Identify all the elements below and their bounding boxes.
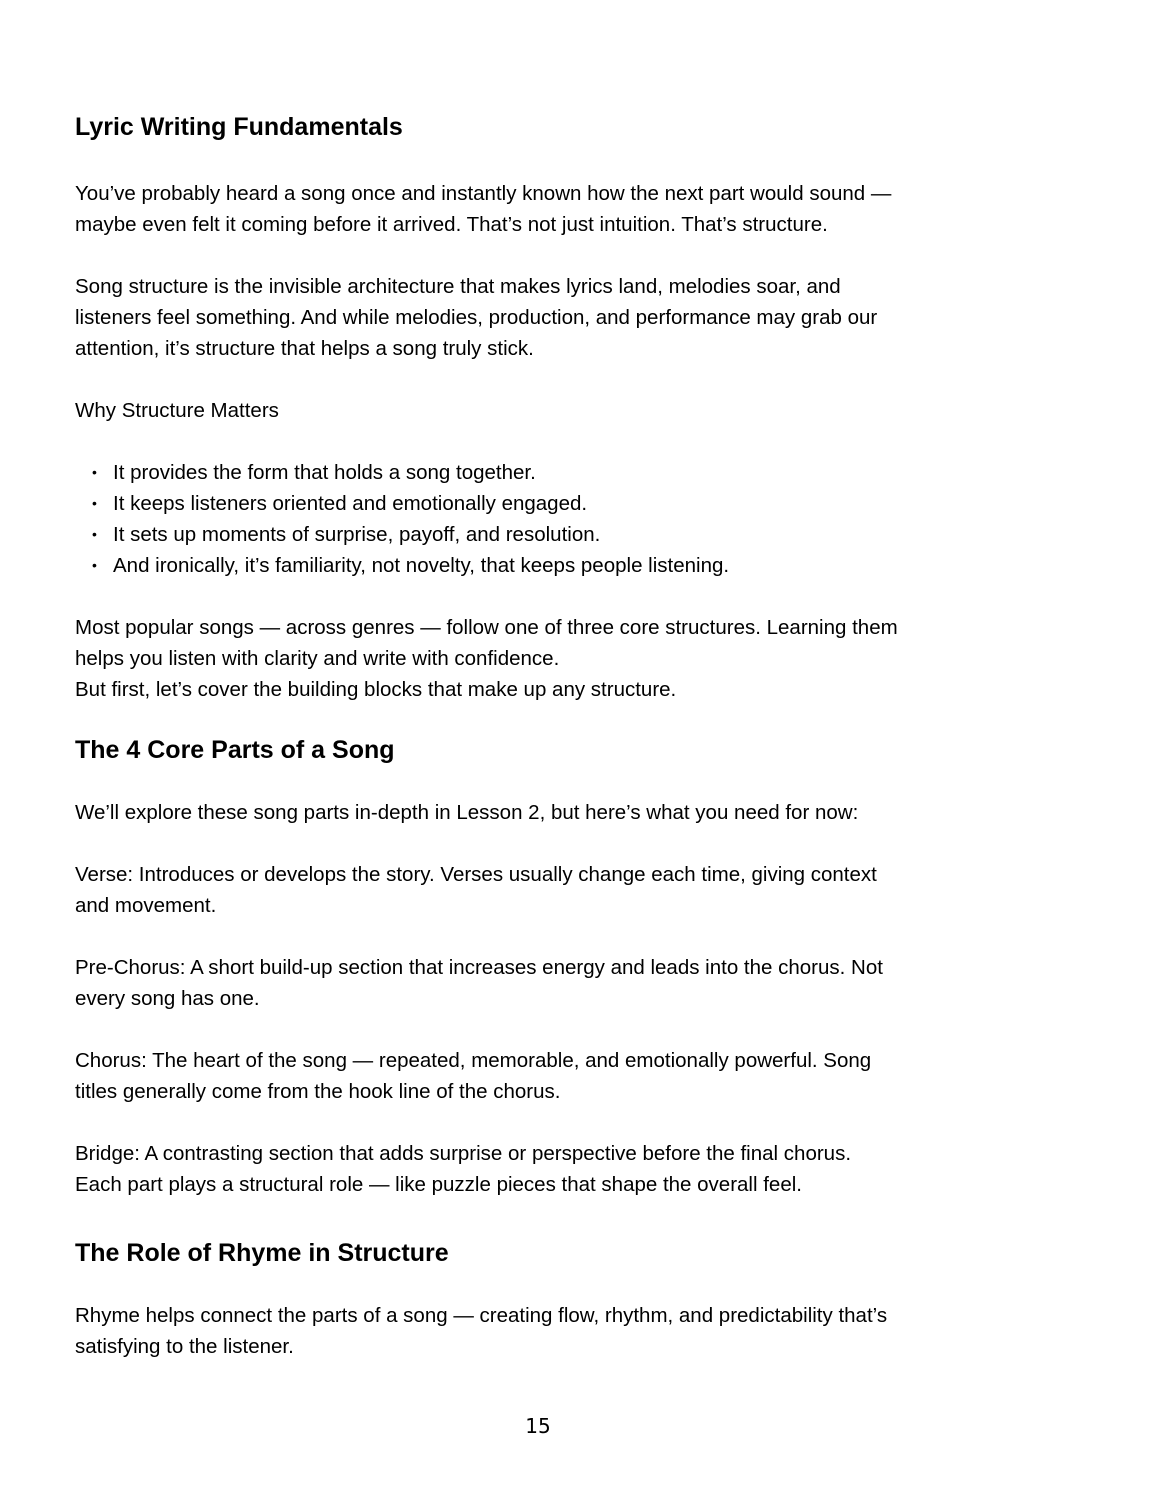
intro-p2-line-3: attention, it’s structure that helps a song truly stick. — [75, 337, 534, 360]
intro-paragraph-1 — [75, 178, 1075, 240]
rhyme-line-1: Rhyme helps connect the parts of a song — creating flow, rhythm, and predictability that’s — [75, 1304, 888, 1327]
bullet-text: It keeps listeners oriented and emotionally engaged. — [113, 492, 588, 515]
intro-paragraph-2 — [75, 271, 1075, 364]
bullet-icon: • — [92, 495, 97, 511]
intro-p2-line-1: Song structure is the invisible architecture that makes lyrics land, melodies soar, and — [75, 275, 841, 298]
outro-line-1: Most popular songs — across genres — follow one of three core structures. Learning them — [75, 616, 898, 639]
rhyme-paragraph — [75, 1300, 1075, 1362]
chorus-paragraph — [75, 1045, 1075, 1107]
bridge-line-1: Bridge: A contrasting section that adds surprise or perspective before the final chorus. — [75, 1142, 852, 1165]
bridge-paragraph — [75, 1138, 1075, 1200]
intro-p1-line-2: maybe even felt it coming before it arrived. That’s not just intuition. That’s structure. — [75, 213, 828, 236]
prechorus-paragraph — [75, 952, 1075, 1014]
chorus-line-1: Chorus: The heart of the song — repeated, memorable, and emotionally powerful. Song — [75, 1049, 872, 1072]
bullet-icon: • — [92, 557, 97, 573]
prechorus-line-1: Pre-Chorus: A short build-up section that increases energy and leads into the chorus. Not — [75, 956, 883, 979]
outro-paragraph — [75, 612, 1075, 705]
heading-lyric-writing-fundamentals: Lyric Writing Fundamentals — [75, 113, 403, 141]
bullet-text: And ironically, it’s familiarity, not novelty, that keeps people listening. — [113, 554, 730, 577]
page-number: 15 — [525, 1414, 551, 1438]
bridge-line-2: Each part plays a structural role — like puzzle pieces that shape the overall feel. — [75, 1173, 802, 1196]
bullet-text: It provides the form that holds a song together. — [113, 461, 536, 484]
list-item — [92, 550, 1075, 581]
intro-p1-line-1: You’ve probably heard a song once and instantly known how the next part would sound — — [75, 182, 892, 205]
outro-line-2: helps you listen with clarity and write with confidence. — [75, 647, 560, 670]
verse-line-1: Verse: Introduces or develops the story. Verses usually change each time, giving context — [75, 863, 877, 886]
bullet-icon: • — [92, 526, 97, 542]
prechorus-line-2: every song has one. — [75, 987, 260, 1010]
list-item — [92, 457, 1075, 488]
outro-line-3: But first, let’s cover the building blocks that make up any structure. — [75, 678, 677, 701]
bullet-icon: • — [92, 464, 97, 480]
intro-p2-line-2: listeners feel something. And while melodies, production, and performance may grab our — [75, 306, 878, 329]
verse-line-2: and movement. — [75, 894, 217, 917]
core-parts-intro: We’ll explore these song parts in-depth in Lesson 2, but here’s what you need for now: — [75, 801, 859, 824]
rhyme-line-2: satisfying to the listener. — [75, 1335, 294, 1358]
bullet-text: It sets up moments of surprise, payoff, and resolution. — [113, 523, 601, 546]
verse-paragraph — [75, 859, 1075, 921]
list-item — [92, 488, 1075, 519]
structure-bullet-list — [75, 457, 1075, 581]
list-item — [92, 519, 1075, 550]
heading-role-of-rhyme: The Role of Rhyme in Structure — [75, 1239, 449, 1267]
page-content — [75, 107, 1075, 1362]
why-structure-matters-label: Why Structure Matters — [75, 399, 279, 422]
chorus-line-2: titles generally come from the hook line of the chorus. — [75, 1080, 561, 1103]
heading-core-parts: The 4 Core Parts of a Song — [75, 736, 395, 764]
